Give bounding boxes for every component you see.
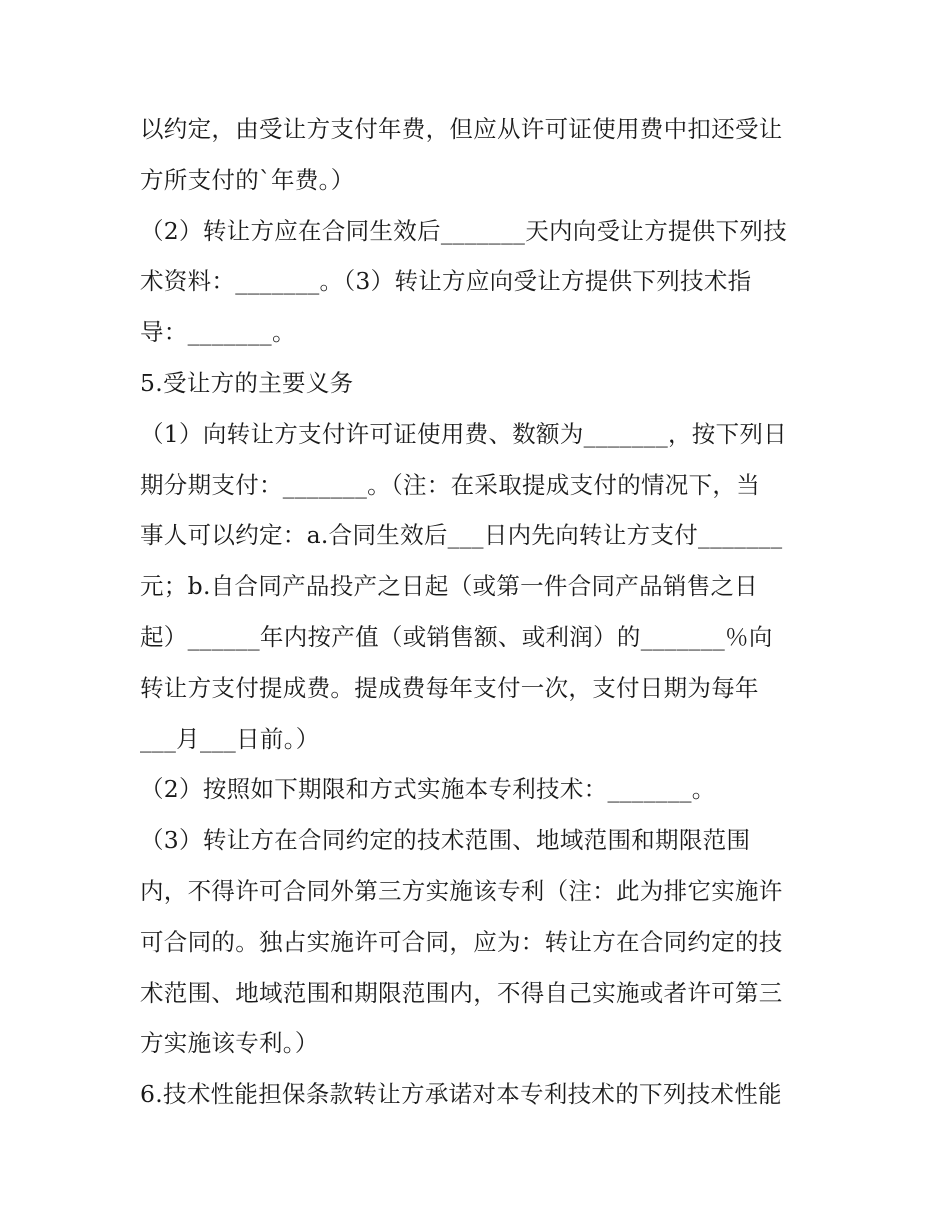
text-line: 起）______年内按产值（或销售额、或利润）的_______％向 bbox=[140, 622, 773, 651]
text-line: ___月___日前。） bbox=[140, 724, 320, 753]
text-line: （2）转让方应在合同生效后_______天内向受让方提供下列技 bbox=[140, 216, 788, 245]
text-line: 以约定，由受让方支付年费，但应从许可证使用费中扣还受让 bbox=[140, 115, 783, 143]
text-line: 术资料：_______。（3）转让方应向受让方提供下列技术指 bbox=[140, 267, 752, 296]
text-line: （1）向转让方支付许可证使用费、数额为_______，按下列日 bbox=[140, 419, 788, 448]
document-body bbox=[140, 104, 820, 1120]
text-line: 内，不得许可合同外第三方实施该专利（注：此为排它实施许 bbox=[140, 876, 783, 905]
text-line: 导：_______。 bbox=[140, 318, 296, 347]
text-line: （3）转让方在合同约定的技术范围、地域范围和期限范围 bbox=[140, 826, 751, 855]
text-line: 方实施该专利。） bbox=[140, 1029, 319, 1058]
text-line: 术范围、地域范围和期限范围内，不得自己实施或者许可第三 bbox=[140, 978, 783, 1007]
text-line: 期分期支付：_______。（注：在采取提成支付的情况下，当 bbox=[140, 470, 760, 499]
text-line: 方所支付的`年费。） bbox=[140, 165, 355, 194]
text-line: 转让方支付提成费。提成费每年支付一次，支付日期为每年 bbox=[140, 673, 759, 702]
text-line: 事人可以约定：a.合同生效后___日内先向转让方支付_______ bbox=[140, 521, 783, 550]
text-line: 元；b.自合同产品投产之日起（或第一件合同产品销售之日 bbox=[140, 572, 759, 601]
section-heading: 6.技术性能担保条款转让方承诺对本专利技术的下列技术性能 bbox=[140, 1080, 782, 1109]
text-line: 可合同的。独占实施许可合同，应为：转让方在合同约定的技 bbox=[140, 927, 783, 956]
section-heading: 5.受让方的主要义务 bbox=[140, 368, 354, 397]
text-line: （2）按照如下期限和方式实施本专利技术：_______。 bbox=[140, 775, 716, 804]
